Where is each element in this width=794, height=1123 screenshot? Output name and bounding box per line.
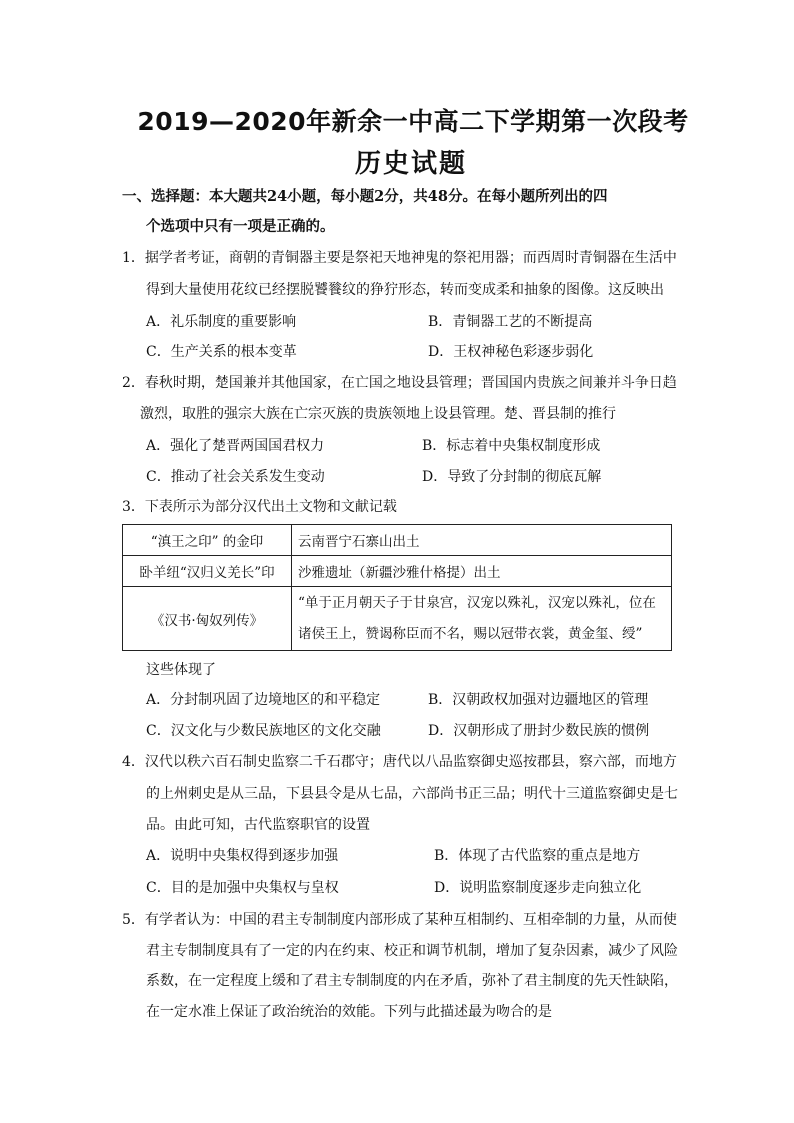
table-row bbox=[123, 556, 672, 587]
q4-option-d: D．说明监察制度逐步走向独立化 bbox=[434, 880, 642, 896]
q5-stem-line1: 5．有学者认为：中国的君主专制制度内部形成了某种互相制约、互相牵制的力量，从而使 bbox=[122, 912, 677, 928]
q1-option-b: B．青铜器工艺的不断提高 bbox=[428, 314, 593, 330]
exam-title: 2019—2020年新余一中高二下学期第一次段考 bbox=[137, 107, 689, 136]
q2-stem-line2: 激烈，取胜的强宗大族在亡宗灭族的贵族领地上设县管理。楚、晋县制的推行 bbox=[140, 406, 616, 422]
q1-stem-line1: 1．据学者考证，商朝的青铜器主要是祭祀天地神鬼的祭祀用器；而西周时青铜器在生活中 bbox=[122, 250, 677, 266]
q3-option-d: D．汉朝形成了册封少数民族的惯例 bbox=[428, 723, 650, 739]
q2-option-c: C．推动了社会关系发生变动 bbox=[146, 469, 325, 485]
q2-option-b: B．标志着中央集权制度形成 bbox=[422, 438, 601, 454]
q5-stem-line4: 在一定水准上保证了政治统治的效能。下列与此描述最为吻合的是 bbox=[146, 1004, 552, 1020]
q3-stem: 3．下表所示为部分汉代出土文物和文献记载 bbox=[122, 499, 397, 515]
q4-option-b: B．体现了古代监察的重点是地方 bbox=[434, 848, 641, 864]
q5-stem-line3: 系数，在一定程度上缓和了君主专制制度的内在矛盾，弥补了君主制度的先天性缺陷， bbox=[146, 973, 678, 989]
q2-stem-line1: 2．春秋时期，楚国兼并其他国家，在亡国之地设县管理；晋国国内贵族之间兼并斗争日趋 bbox=[122, 375, 677, 391]
q3-option-b: B．汉朝政权加强对边疆地区的管理 bbox=[428, 692, 649, 708]
table-cell: 卧羊纽“汉归义羌长”印 bbox=[123, 556, 292, 587]
q3-after-table: 这些体现了 bbox=[146, 662, 216, 678]
quote-line2: 诸侯王上，赞谒称臣而不名，赐以冠带衣裳，黄金玺、绶” bbox=[298, 625, 643, 642]
q3-option-a: A．分封制巩固了边境地区的和平稳定 bbox=[146, 692, 381, 708]
table-cell: “滇王之印” 的金印 bbox=[123, 525, 292, 556]
q5-stem-line2: 君主专制制度具有了一定的内在约束、校正和调节机制，增加了复杂因素，减少了风险 bbox=[146, 943, 678, 959]
table-cell: 沙雅遗址（新疆沙雅什格提）出土 bbox=[292, 556, 672, 587]
section-heading-line1: 一、选择题：本大题共24小题，每小题2分，共48分。在每小题所列出的四 bbox=[122, 188, 608, 205]
table-row bbox=[123, 587, 672, 651]
quote-line1: “单于正月朝天子于甘泉宫，汉宠以殊礼，汉宠以殊礼，位在 bbox=[298, 594, 656, 611]
q3-option-c: C．汉文化与少数民族地区的文化交融 bbox=[146, 723, 381, 739]
q3-source-table bbox=[122, 524, 672, 651]
table-cell bbox=[292, 587, 672, 651]
q1-option-a: A．礼乐制度的重要影响 bbox=[146, 314, 297, 330]
q2-option-a: A．强化了楚晋两国国君权力 bbox=[146, 438, 325, 454]
q1-option-c: C．生产关系的根本变革 bbox=[146, 344, 297, 360]
q4-option-a: A．说明中央集权得到逐步加强 bbox=[146, 848, 339, 864]
q4-option-c: C．目的是加强中央集权与皇权 bbox=[146, 880, 339, 896]
q4-stem-line2: 的上州刺史是从三品，下县县令是从七品，六部尚书正三品；明代十三道监察御史是七 bbox=[146, 786, 678, 802]
section-heading-line2: 个选项中只有一项是正确的。 bbox=[146, 218, 335, 235]
table-cell: 云南晋宁石寨山出土 bbox=[292, 525, 672, 556]
q1-option-d: D．王权神秘色彩逐步弱化 bbox=[428, 344, 594, 360]
exam-subject-title: 历史试题 bbox=[354, 149, 467, 179]
q4-stem-line3: 品。由此可知，古代监察职官的设置 bbox=[146, 817, 370, 833]
q4-stem-line1: 4．汉代以秩六百石制史监察二千石郡守；唐代以八品监察御史巡按郡县，察六部，而地方 bbox=[122, 754, 677, 770]
table-row bbox=[123, 525, 672, 556]
table-cell: 《汉书·匈奴列传》 bbox=[123, 587, 292, 651]
q1-stem-line2: 得到大量使用花纹已经摆脱饕餮纹的狰狞形态，转而变成柔和抽象的图像。这反映出 bbox=[146, 282, 664, 298]
q2-option-d: D．导致了分封制的彻底瓦解 bbox=[422, 469, 602, 485]
